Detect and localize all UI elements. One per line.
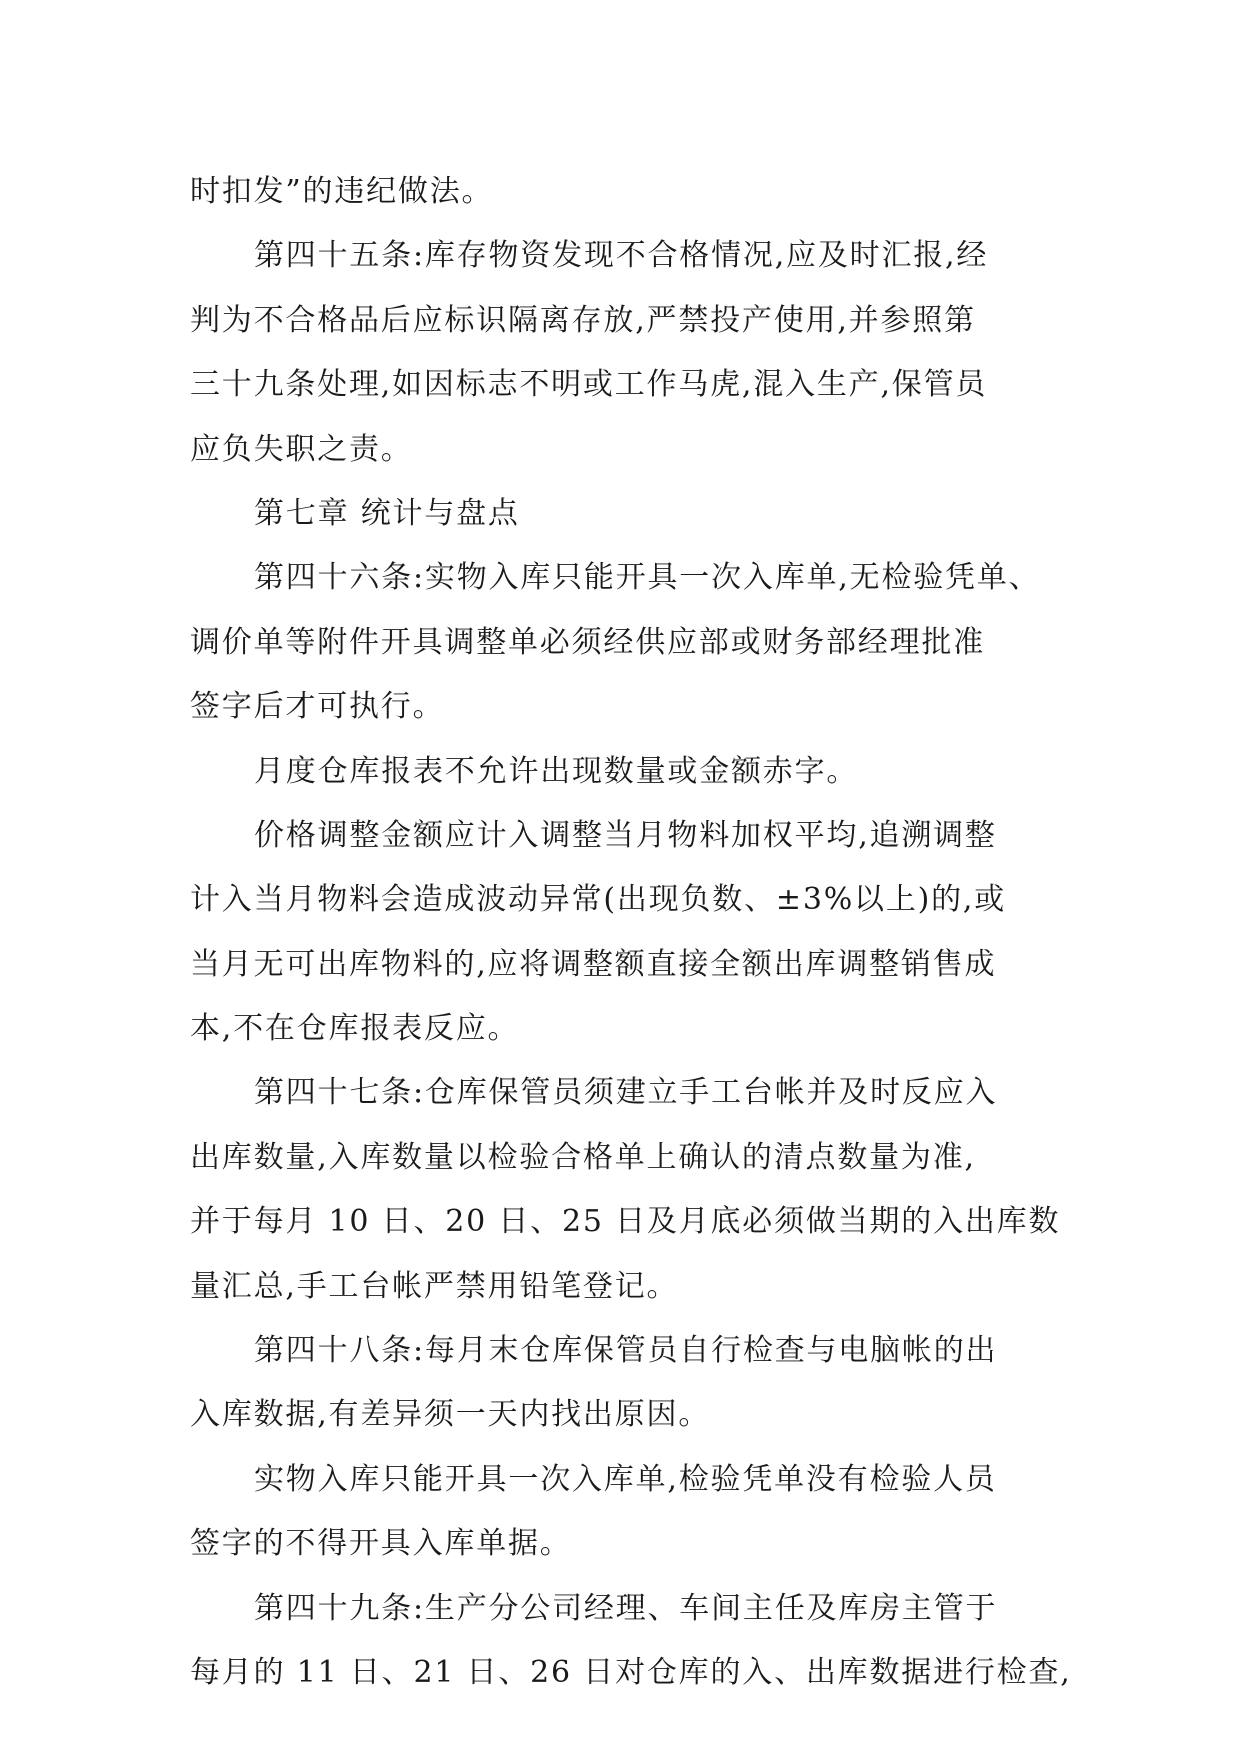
text-line: 价格调整金额应计入调整当月物料加权平均,追溯调整 xyxy=(254,817,997,853)
text-line: 第四十九条:生产分公司经理、车间主任及库房主管于 xyxy=(254,1590,998,1626)
text-line: 计入当月物料会造成波动异常(出现负数、±3%以上)的,或 xyxy=(190,882,1007,918)
text-line: 三十九条处理,如因标志不明或工作马虎,混入生产,保管员 xyxy=(190,367,988,403)
text-line: 签字的不得开具入库单据。 xyxy=(190,1526,572,1562)
text-line: 入库数据,有差异须一天内找出原因。 xyxy=(190,1397,711,1433)
text-line: 第四十五条:库存物资发现不合格情况,应及时汇报,经 xyxy=(254,238,989,274)
text-line: 当月无可出库物料的,应将调整额直接全额出库调整销售成 xyxy=(190,946,997,982)
text-line: 量汇总,手工台帐严禁用铅笔登记。 xyxy=(190,1268,679,1304)
text-line: 第四十七条:仓库保管员须建立手工台帐并及时反应入 xyxy=(254,1075,998,1111)
text-line: 出库数量,入库数量以检验合格单上确认的清点数量为准, xyxy=(190,1139,976,1175)
text-line: 签字后才可执行。 xyxy=(190,689,445,725)
text-line: 判为不合格品后应标识隔离存放,严禁投产使用,并参照第 xyxy=(190,302,976,338)
text-line: 实物入库只能开具一次入库单,检验凭单没有检验人员 xyxy=(254,1461,997,1497)
text-line: 并于每月 10 日、20 日、25 日及月底必须做当期的入出库数 xyxy=(190,1204,1061,1240)
text-line: 时扣发”的违纪做法。 xyxy=(190,174,494,209)
text-line: 应负失职之责。 xyxy=(190,431,413,467)
text-line: 调价单等附件开具调整单必须经供应部或财务部经理批准 xyxy=(190,624,985,660)
text-line: 本,不在仓库报表反应。 xyxy=(190,1011,520,1047)
text-line: 第四十六条:实物入库只能开具一次入库单,无检验凭单、 xyxy=(254,560,1041,596)
text-line: 月度仓库报表不允许出现数量或金额赤字。 xyxy=(254,753,859,789)
chapter-heading: 第七章 统计与盘点 xyxy=(254,495,520,531)
document-body xyxy=(190,160,1072,1705)
text-line: 每月的 11 日、21 日、26 日对仓库的入、出库数据进行检查, xyxy=(190,1654,1072,1690)
text-line: 第四十八条:每月末仓库保管员自行检查与电脑帐的出 xyxy=(254,1333,998,1369)
